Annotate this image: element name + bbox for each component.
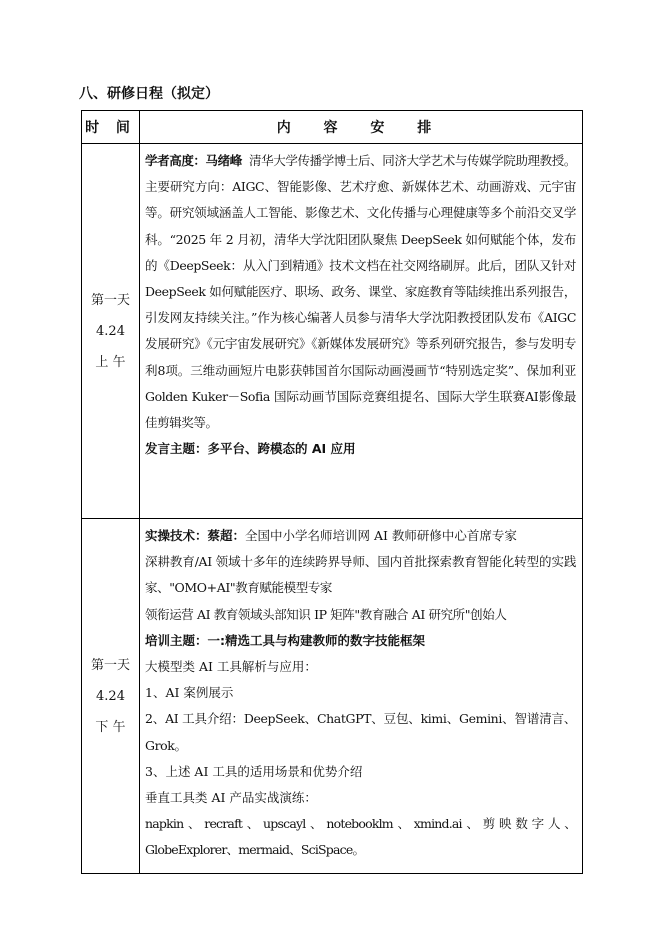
speaker-title: 全国中小学名师培训网 AI 教师研修中心首席专家: [245, 528, 517, 543]
day-cell: [82, 144, 140, 519]
topic-line: 培训主题：一:精选工具与构建教师的数字技能框架: [145, 632, 425, 648]
speaker-bio: [145, 148, 576, 436]
schedule-table: [81, 110, 583, 874]
detail-line: 2、AI 工具介绍：DeepSeek、ChatGPT、豆包、kimi、Gemini、智谱清言、Grok。: [145, 711, 576, 753]
topic-line: 发言主题：多平台、跨模态的 AI 应用: [145, 441, 356, 457]
detail-line: 大模型类 AI 工具解析与应用：: [145, 659, 317, 675]
detail-line: 3、上述 AI 工具的适用场景和优势介绍: [145, 763, 363, 779]
speaker-label: 学者高度：马绪峰: [145, 153, 242, 168]
content-cell: [140, 519, 583, 874]
content-cell: [140, 144, 583, 519]
bio-line: 领衔运营 AI 教育领域头部知识 IP 矩阵"教育融合 AI 研究所"创始人: [145, 606, 507, 622]
bio-line: 深耕教育/AI 领域十多年的连续跨界导师、国内首批探索教育智能化转型的实践家、"OMO+AI"教育赋能模型专家: [145, 554, 576, 596]
table-header-row: [82, 111, 583, 144]
header-content: 内 容 安 排: [140, 111, 583, 144]
day-session: 下 午: [95, 719, 126, 735]
section-title: 八、研修日程（拟定）: [79, 86, 219, 102]
speaker-label: 实操技术：蔡超：: [145, 528, 246, 543]
day-date: 4.24: [96, 688, 125, 704]
detail-line: napkin、recraft、upscayl、notebooklm、xmind.ai、剪映数字人、GlobeExplorer、mermaid、SciSpace。: [145, 816, 576, 858]
day-label: 第一天: [90, 657, 130, 673]
speaker-line: [145, 523, 576, 549]
day-cell: [82, 519, 140, 874]
bio-text: 清华大学传播学博士后、同济大学艺术与传媒学院助理教授。主要研究方向：AIGC、智能影像、艺术疗愈、新媒体艺术、动画游戏、元宇宙等。研究领域涵盖人工智能、影像艺术、文化传播与心理健康等多个前沿交叉学科。“2025 年 2 月初，清华大学沈阳团队聚焦 DeepSeek 如何赋能个体，发布的《DeepSeek：从入门到精通》技术文档在社交网络刷屏。此后，团队又针对 DeepSeek 如何赋能医疗、职场、政务、课堂、家庭教育等陆续推出系列报告，引发网友持续关注。”作为核心编著人员参与清华大学沈阳教授团队发布《AIGC 发展研究》《元宇宙发展研究》《新媒体发展研究》等系列研究报告，参与发明专利8项。三维动画短片电影获韩国首尔国际动画漫画节“特别选定奖”、保加利亚 Golden Kuker－Sofia 国际动画节国际竞赛组提名、国际大学生联赛AI影像最佳剪辑奖等。: [145, 153, 576, 431]
day-date: 4.24: [96, 323, 125, 339]
table-row: [82, 144, 583, 519]
detail-line: 1、AI 案例展示: [145, 685, 234, 701]
table-row: [82, 519, 583, 874]
detail-line: 垂直工具类 AI 产品实战演练：: [145, 790, 317, 806]
day-label: 第一天: [90, 292, 130, 308]
header-time: 时 间: [82, 111, 140, 144]
day-session: 上 午: [95, 354, 126, 370]
